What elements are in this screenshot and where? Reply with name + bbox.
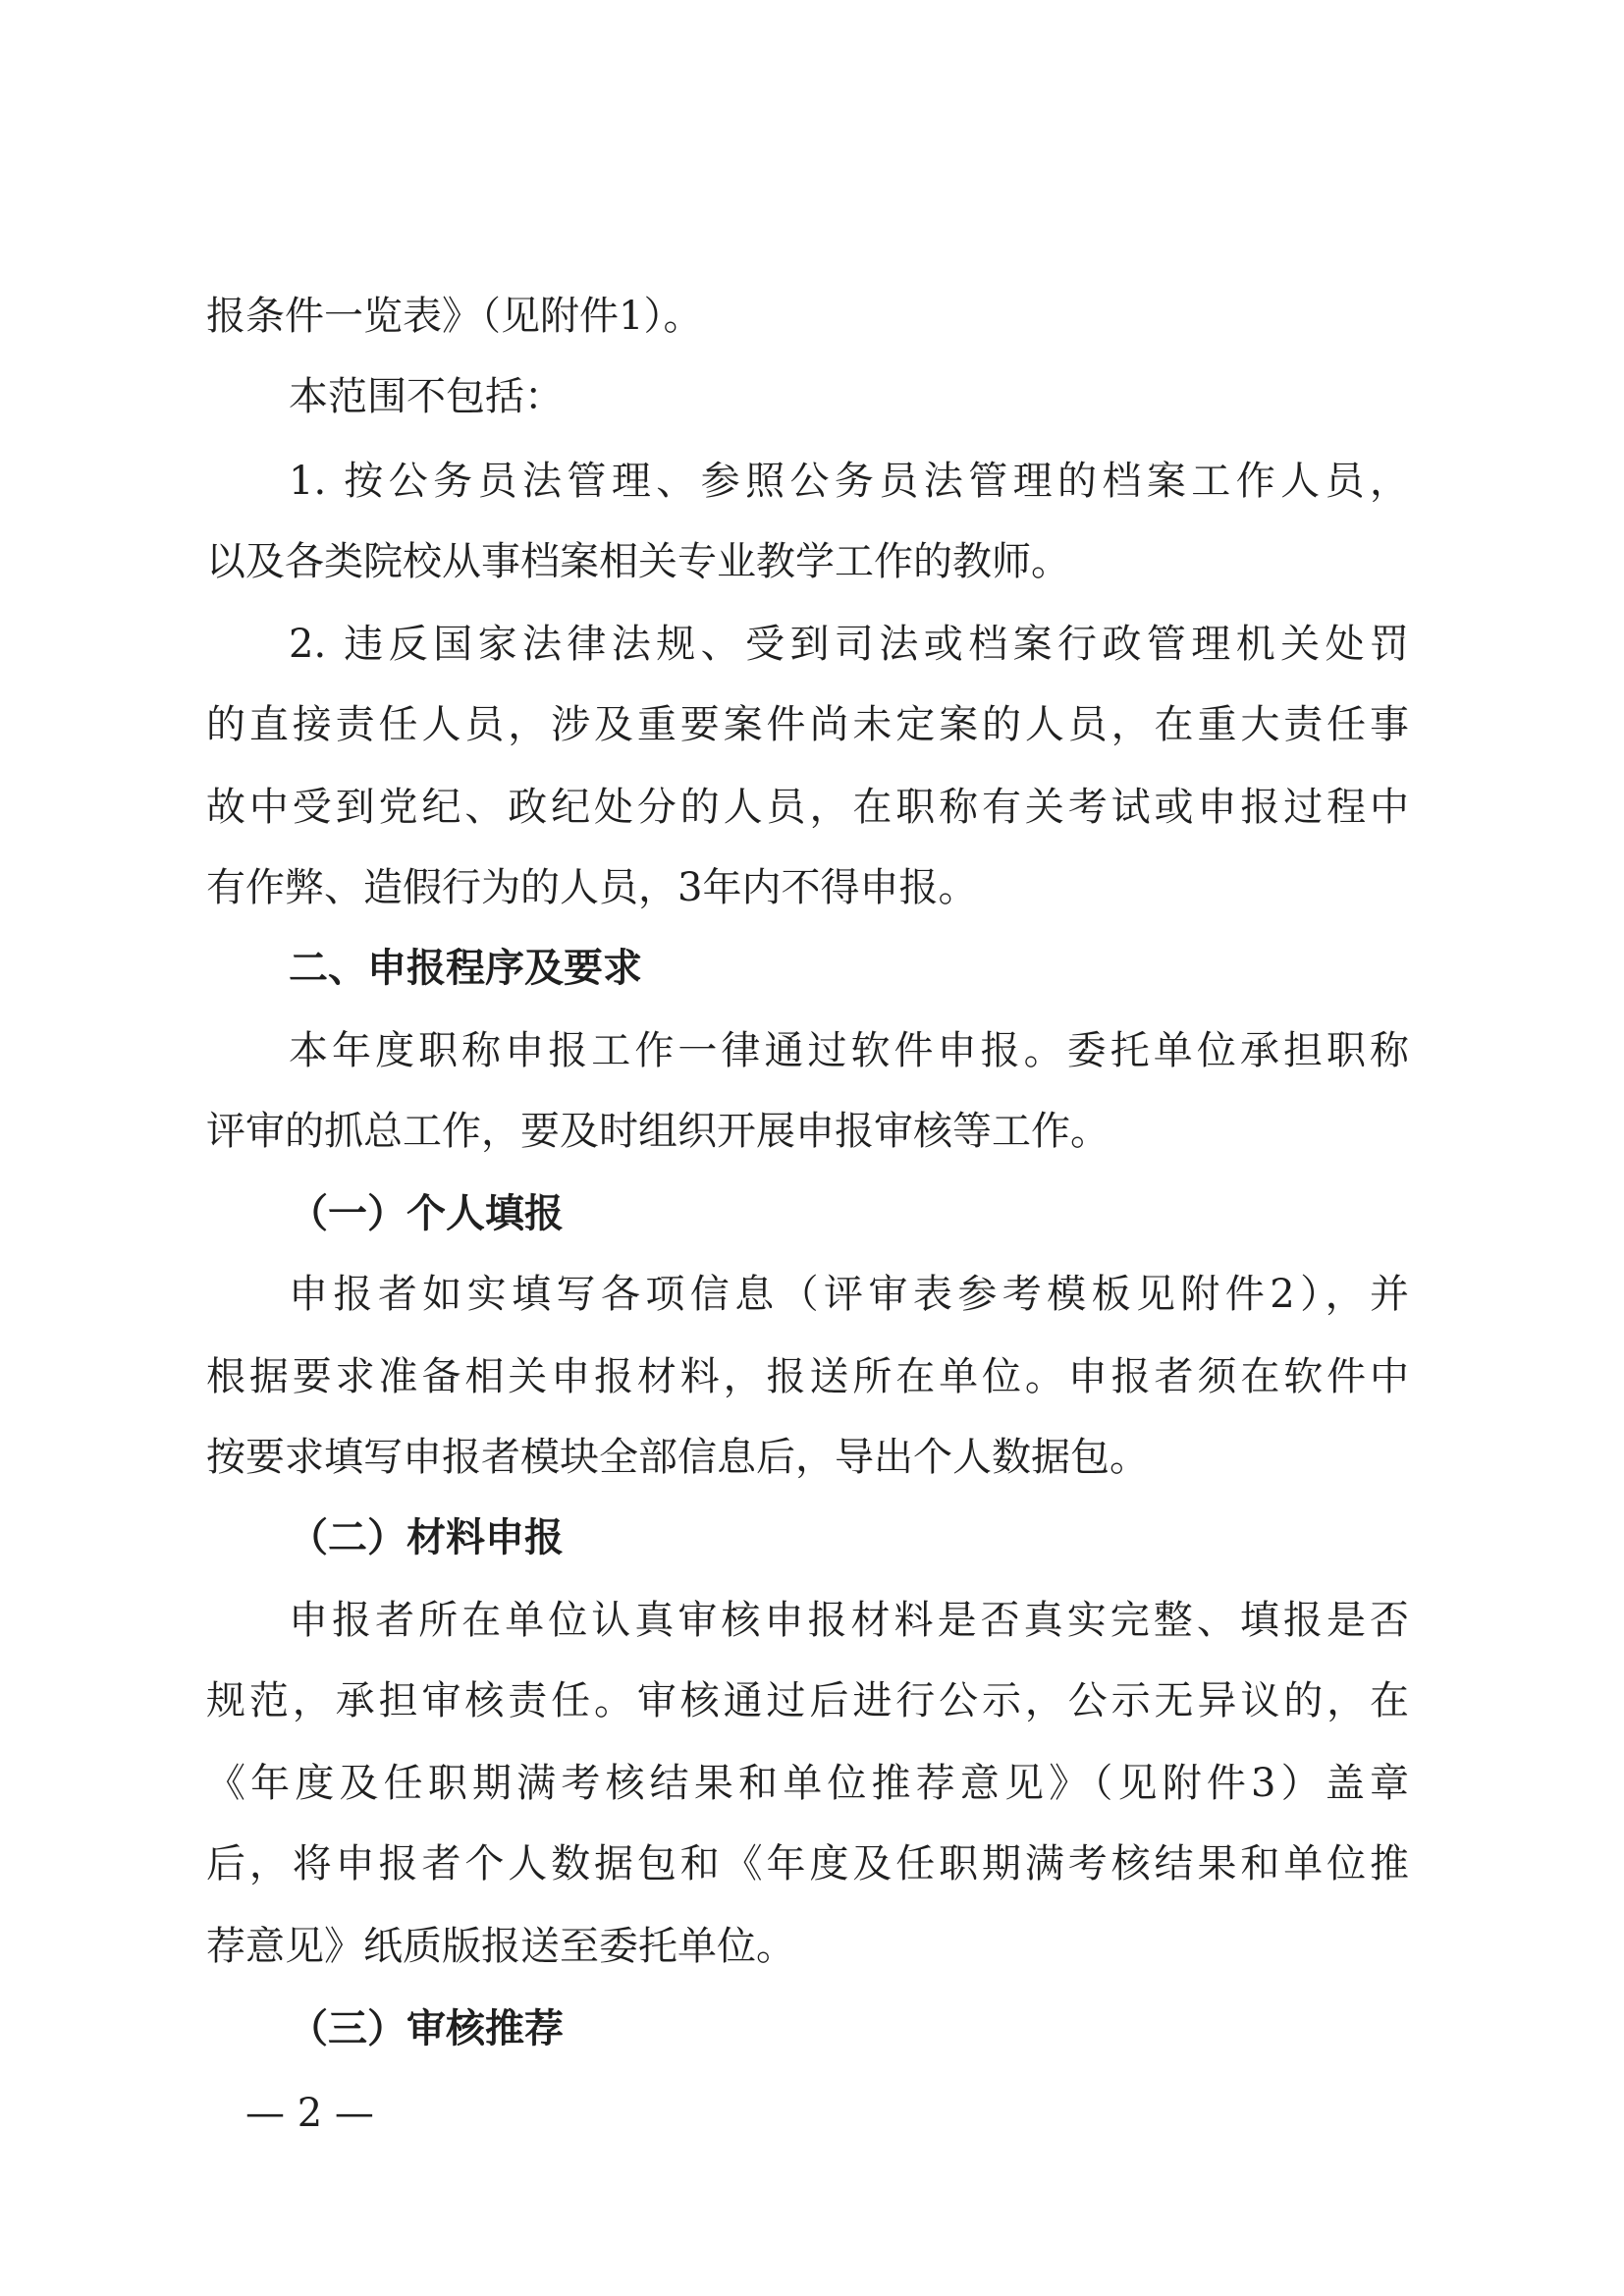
subsection-heading: （二）材料申报 (289, 1514, 564, 1560)
paragraph-line: 根据要求准备相关申报材料，报送所在单位。申报者须在软件中 (206, 1354, 1409, 1399)
paragraph-line: 规范，承担审核责任。审核通过后进行公示，公示无异议的，在 (206, 1678, 1409, 1723)
section-heading: 二、申报程序及要求 (289, 945, 642, 991)
page-number: — 2 — (245, 2091, 374, 2136)
paragraph-line: 有作弊、造假行为的人员，3年内不得申报。 (206, 865, 978, 910)
paragraph-line: 申报者如实填写各项信息（评审表参考模板见附件2），并 (289, 1272, 1409, 1317)
paragraph-line: 2. 违反国家法律法规、受到司法或档案行政管理机关处罚 (289, 622, 1409, 667)
paragraph-line: 按要求填写申报者模块全部信息后，导出个人数据包。 (206, 1435, 1149, 1480)
paragraph-line: 故中受到党纪、政纪处分的人员，在职称有关考试或申报过程中 (206, 785, 1409, 830)
paragraph-line: 的直接责任人员，涉及重要案件尚未定案的人员，在重大责任事 (206, 702, 1409, 747)
paragraph-line: 报条件一览表》（见附件1）。 (206, 294, 703, 339)
subsection-heading: （三）审核推荐 (289, 2005, 564, 2051)
paragraph-line: 荐意见》纸质版报送至委托单位。 (206, 1924, 795, 1969)
paragraph-line: 申报者所在单位认真审核申报材料是否真实完整、填报是否 (289, 1598, 1409, 1643)
paragraph-line: 本年度职称申报工作一律通过软件申报。委托单位承担职称 (289, 1028, 1409, 1073)
paragraph-line: 本范围不包括： (289, 374, 564, 419)
paragraph-line: 后，将申报者个人数据包和《年度及任职期满考核结果和单位推 (206, 1841, 1409, 1886)
paragraph-line: 以及各类院校从事档案相关专业教学工作的教师。 (206, 539, 1070, 584)
paragraph-line: 1. 按公务员法管理、参照公务员法管理的档案工作人员， (289, 459, 1409, 504)
paragraph-line: 评审的抓总工作，要及时组织开展申报审核等工作。 (206, 1109, 1110, 1154)
subsection-heading: （一）个人填报 (289, 1190, 564, 1236)
paragraph-line: 《年度及任职期满考核结果和单位推荐意见》（见附件3）盖章 (206, 1761, 1409, 1806)
